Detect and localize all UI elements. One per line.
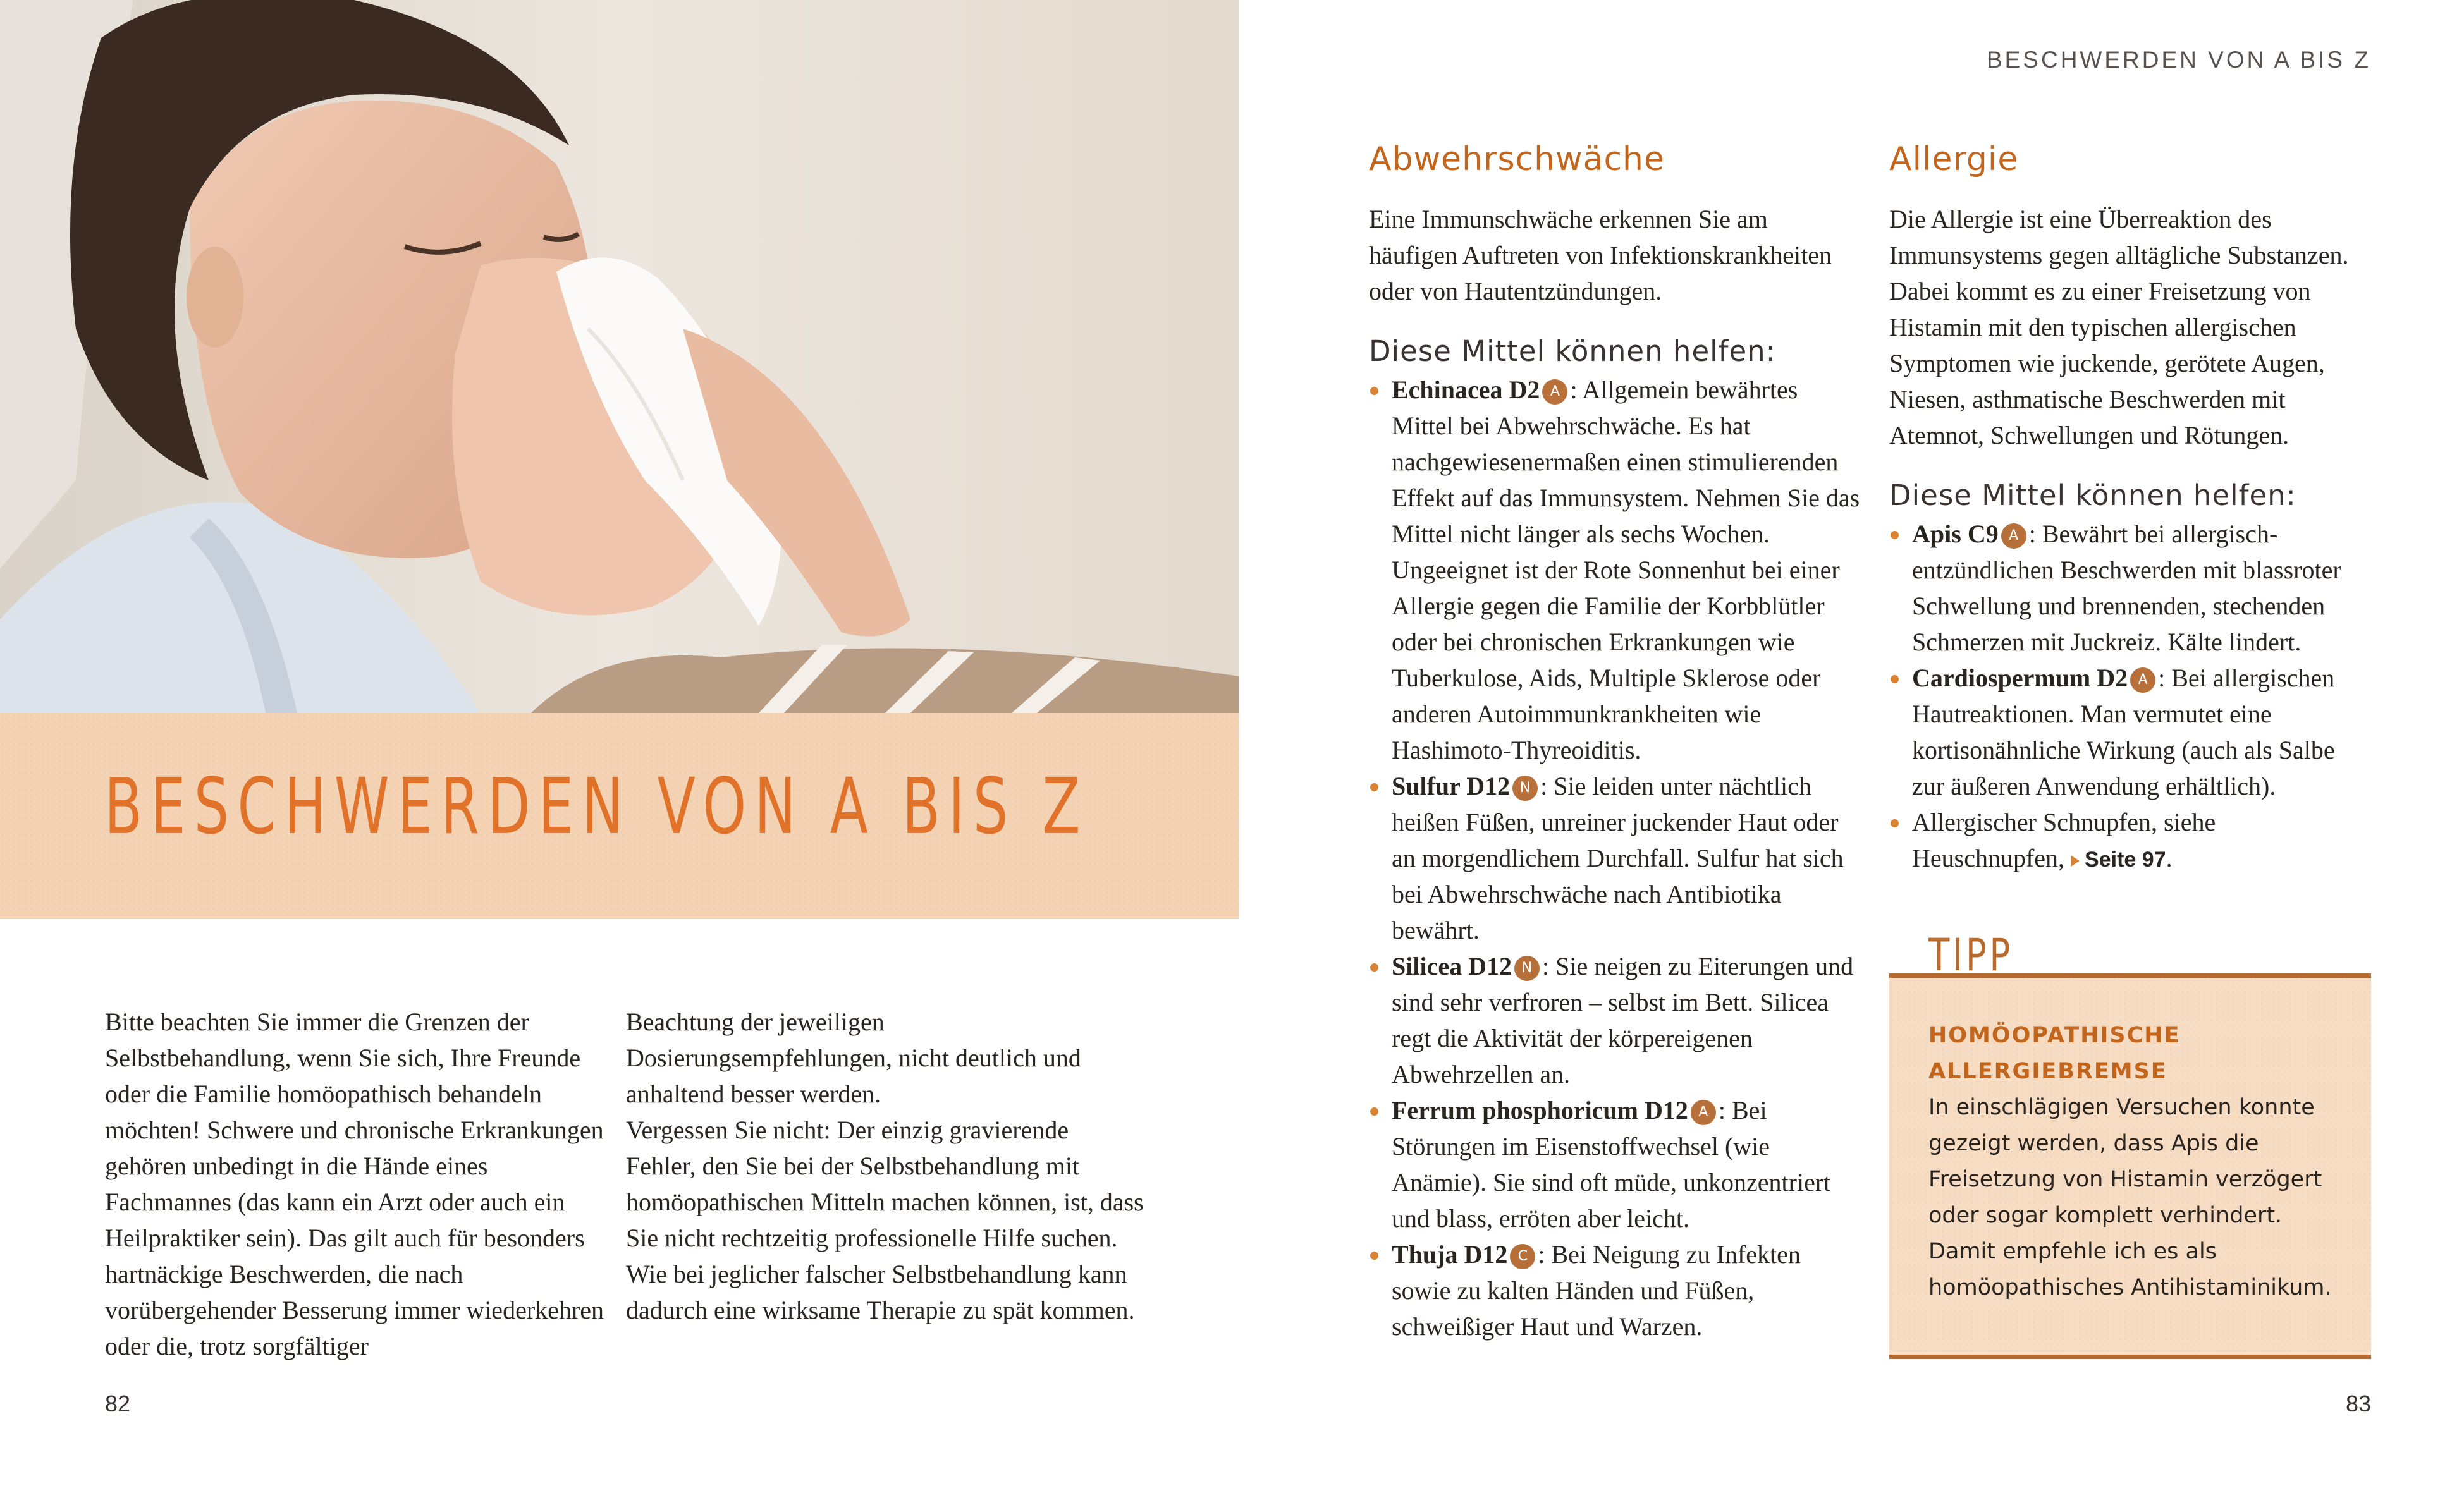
list-item: Cardiospermum D2 A : Bei allergischen Hautreaktionen. Man vermutet eine kortisonähnliche Wirkung (auch als Salbe zur äußeren Anwendung erhältlich). — [1889, 660, 2371, 804]
remedies-list — [1369, 372, 1862, 1344]
tip-heading: HOMÖOPATHISCHE ALLERGIEBREMSE — [1928, 1023, 2181, 1084]
page-number-right: 83 — [2345, 1391, 2371, 1417]
list-item: Echinacea D2 A : Allgemein bewährtes Mittel bei Abwehrschwäche. Es hat nachgewiesenermaßen einen stimulierenden Effekt auf das Immunsystem. Nehmen Sie das Mittel nicht länger als sechs Wochen. Ungeeignet ist der Rote Sonnenhut bei einer Allergie gegen die Familie der Korbblütler oder bei chronischen Erkrankungen wie Tuberkulose, Aids, Multiple Sklerose oder anderen Autoimmunkrankheiten wie Hashimoto-Thyreoiditis. — [1369, 372, 1862, 768]
section-title: Abwehrschwäche — [1369, 140, 1665, 178]
list-item: Apis C9 A : Bewährt bei allergisch-entzündlichen Beschwerden mit blassroter Schwellung und brennenden, stechenden Schmerzen mit Juckreiz. Kälte lindert. — [1889, 516, 2371, 660]
section-allergie — [1889, 140, 2371, 878]
list-item: Thuja D12 C : Bei Neigung zu Infekten sowie zu kalten Händen und Füßen, schweißiger Haut und Warzen. — [1369, 1236, 1862, 1344]
list-item: Sulfur D12 N : Sie leiden unter nächtlich heißen Füßen, unreiner juckender Haut oder an morgendlichem Durchfall. Sulfur hat sich bei Abwehrschwäche nach Antibiotika bewährt. — [1369, 768, 1862, 948]
running-head: BESCHWERDEN VON A BIS Z — [1986, 47, 2371, 73]
badge-icon: N — [1514, 956, 1540, 981]
section-abwehrschwaeche — [1369, 140, 1862, 1344]
badge-icon: A — [1691, 1100, 1716, 1125]
badge-icon: A — [2001, 523, 2026, 549]
tip-text: In einschlägigen Versuchen konnte gezeigt werden, dass Apis die Freisetzung von Histamin verzögert oder sogar komplett verhindert. Damit empfehle ich es als homöopathisches Antihistaminikum. — [1928, 1095, 2332, 1300]
section-intro: Eine Immunschwäche erkennen Sie am häufigen Auftreten von Infektionskrankheiten oder von Hautentzündungen. — [1369, 205, 1832, 305]
list-item: Ferrum phosphoricum D12 A : Bei Störungen im Eisenstoffwechsel (wie Anämie). Sie sind oft müde, unkonzentriert und blass, erröten aber leicht. — [1369, 1092, 1862, 1236]
remedies-list — [1889, 516, 2371, 878]
section-title: Allergie — [1889, 140, 2019, 178]
page-reference-link[interactable]: Seite 97 — [2071, 848, 2166, 872]
badge-icon: A — [2130, 667, 2155, 693]
page-number-left: 82 — [105, 1391, 131, 1417]
hero-photo — [0, 0, 1239, 713]
section-intro: Die Allergie ist eine Überreaktion des Immunsystems gegen alltägliche Substanzen. Dabei kommt es zu einer Freisetzung von Histamin mit den typischen allergischen Symptomen wie juckende, gerötete Augen, Niesen, asthmatische Beschwerden mit Atemnot, Schwellungen und Rötungen. — [1889, 205, 2349, 449]
list-item: Allergischer Schnupfen, siehe Heuschnupfen, Seite 97. — [1889, 804, 2371, 878]
badge-icon: N — [1512, 776, 1538, 801]
tip-label: TIPP — [1928, 929, 2014, 981]
badge-icon: A — [1542, 379, 1567, 405]
intro-column-2 — [626, 1004, 1144, 1328]
arrow-right-icon — [2071, 855, 2080, 867]
intro-column-1: Bitte beachten Sie immer die Grenzen der Selbstbehandlung, wenn Sie sich, Ihre Freunde oder die Familie homöopathisch behandeln möchten! Schwere und chronische Erkrankungen gehören unbedingt in die Hände eines Fachmannes (das kann ein Arzt oder auch ein Heilpraktiker sein). Das gilt auch für besonders hartnäckige Beschwerden, die nach vorübergehender Besserung immer wiederkehren oder die, trotz sorgfältiger — [105, 1008, 604, 1360]
remedies-subtitle: Diese Mittel können helfen: — [1889, 478, 2296, 512]
sneezing-woman-image — [0, 0, 1239, 713]
intro-paragraph-continued: Beachtung der jeweiligen Dosierungsempfehlungen, nicht deutlich und anhaltend besser werden. — [626, 1008, 1081, 1108]
list-item: Silicea D12 N : Sie neigen zu Eiterungen und sind sehr verfroren – selbst im Bett. Silicea regt die Aktivität der körpereigenen Abwehrzellen an. — [1369, 948, 1862, 1092]
chapter-title: BESCHWERDEN VON A BIS Z — [104, 762, 1089, 851]
intro-paragraph-warning: Vergessen Sie nicht: Der einzig gravierende Fehler, den Sie bei der Selbstbehandlung mit homöopathischen Mitteln machen können, ist, dass Sie nicht rechtzeitig professionelle Hilfe suchen. Wie bei jeglicher falscher Selbstbehandlung kann dadurch eine wirksame Therapie zu spät kommen. — [626, 1116, 1144, 1324]
badge-icon: C — [1510, 1244, 1535, 1269]
remedies-subtitle: Diese Mittel können helfen: — [1369, 334, 1776, 368]
